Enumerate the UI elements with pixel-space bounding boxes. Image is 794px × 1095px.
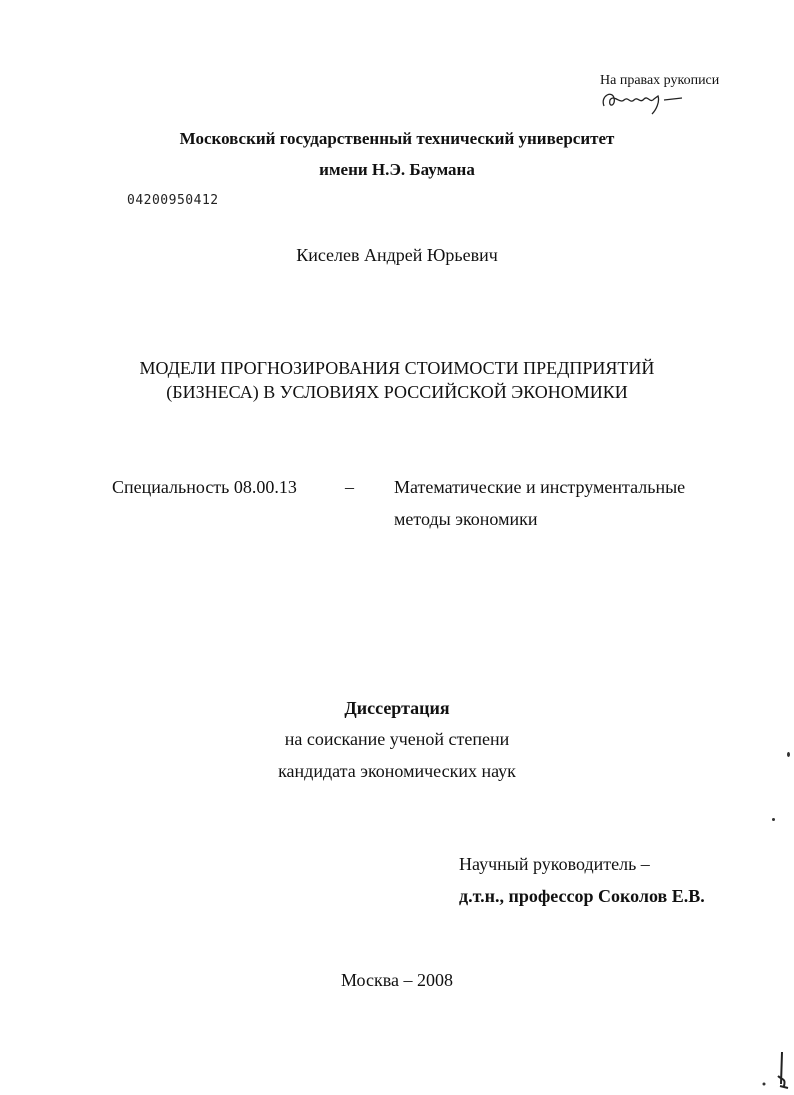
manuscript-note: На правах рукописи bbox=[600, 73, 720, 88]
author-name: Киселев Андрей Юрьевич bbox=[296, 245, 498, 265]
university-name-suffix: имени Н.Э. Баумана bbox=[319, 160, 475, 179]
signature-image bbox=[598, 86, 694, 116]
scan-speck bbox=[787, 752, 790, 757]
specialty-dash: – bbox=[345, 477, 354, 497]
supervisor-label: Научный руководитель – bbox=[459, 854, 650, 874]
university-name: Московский государственный технический университет bbox=[179, 129, 615, 148]
specialty-name: методы экономики bbox=[394, 509, 538, 529]
specialty-label: Специальность 08.00.13 bbox=[112, 477, 297, 497]
degree-description: кандидата экономических наук bbox=[278, 761, 516, 781]
thesis-title-line: (БИЗНЕСА) В УСЛОВИЯХ РОССИЙСКОЙ ЭКОНОМИКИ bbox=[166, 382, 628, 402]
degree-description: на соискание ученой степени bbox=[284, 729, 510, 749]
supervisor-name: д.т.н., профессор Соколов Е.В. bbox=[459, 886, 705, 906]
scan-speck bbox=[772, 818, 775, 821]
inventory-number: 04200950412 bbox=[127, 193, 219, 208]
thesis-title-line: МОДЕЛИ ПРОГНОЗИРОВАНИЯ СТОИМОСТИ ПРЕДПРИЯТИЙ bbox=[139, 358, 655, 378]
place-year: Москва – 2008 bbox=[341, 970, 453, 990]
scan-corner-mark bbox=[756, 1046, 790, 1090]
document-type: Диссертация bbox=[344, 698, 450, 718]
specialty-name: Математические и инструментальные bbox=[394, 477, 686, 497]
